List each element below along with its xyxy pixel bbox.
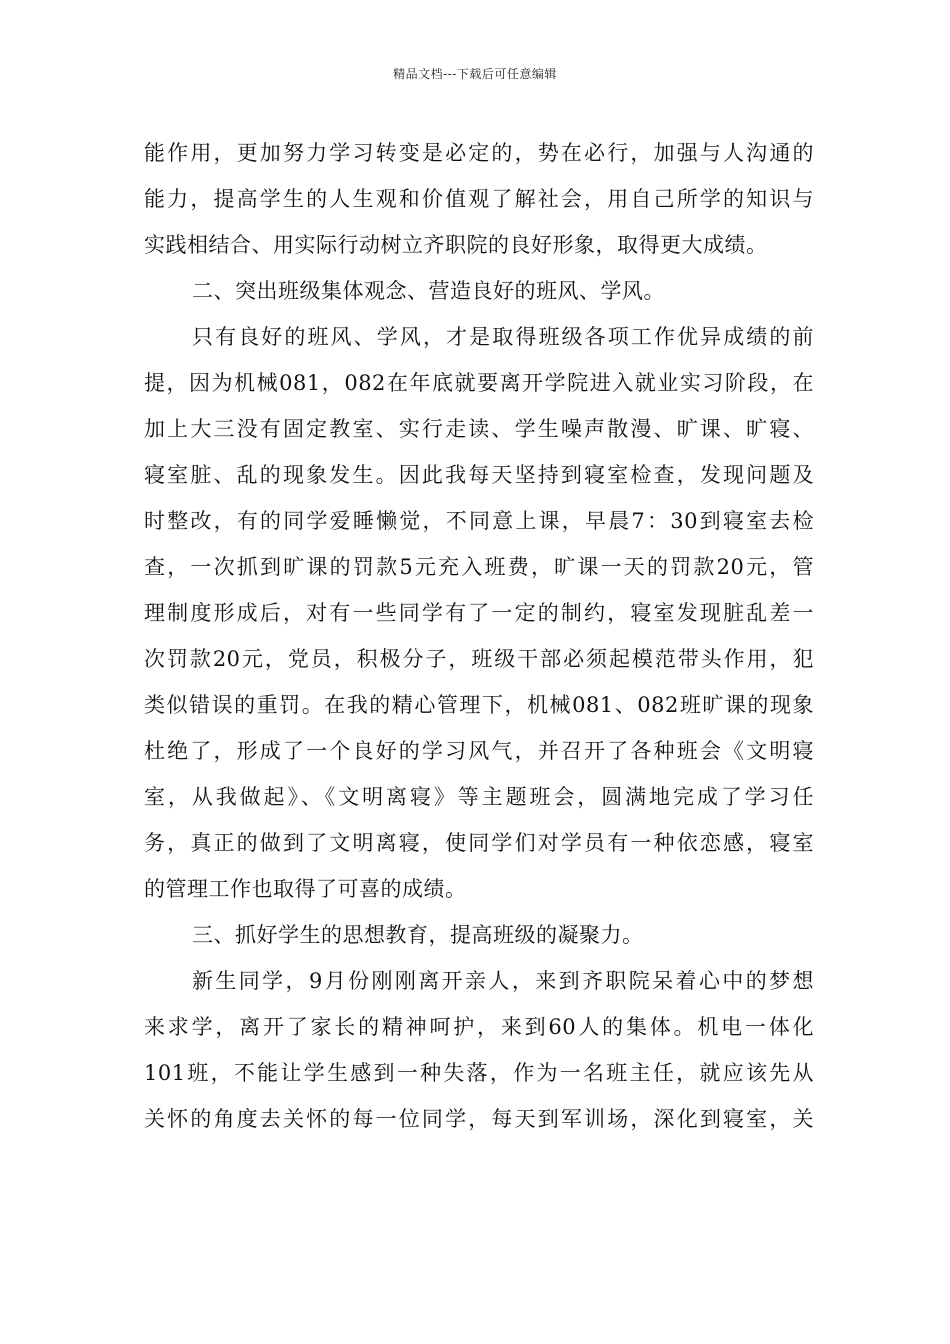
paragraph-line: 提，因为机械081，082在年底就要离开学院进入就业实习阶段，在 — [144, 371, 814, 395]
paragraph-line: 的管理工作也取得了可喜的成绩。 — [144, 877, 467, 901]
paragraph-line: 能力，提高学生的人生观和价值观了解社会，用自己所学的知识与 — [144, 187, 814, 211]
paragraph-line: 查，一次抓到旷课的罚款5元充入班费，旷课一天的罚款20元，管 — [144, 555, 814, 579]
paragraph-line: 能作用，更加努力学习转变是必定的，势在必行，加强与人沟通的 — [144, 141, 814, 165]
paragraph-line: 实践相结合、用实际行动树立齐职院的良好形象，取得更大成绩。 — [144, 233, 768, 257]
paragraph-line: 杜绝了，形成了一个良好的学习风气，并召开了各种班会《文明寝 — [144, 739, 814, 763]
document-body — [144, 130, 814, 1142]
paragraph-line: 寝室脏、乱的现象发生。因此我每天坚持到寝室检查，发现问题及 — [144, 463, 814, 487]
paragraph-line: 来求学，离开了家长的精神呵护，来到60人的集体。机电一体化 — [144, 1015, 814, 1039]
section-heading-3: 三、抓好学生的思想教育，提高班级的凝聚力。 — [192, 923, 644, 947]
paragraph-line: 室，从我做起》、《文明离寝》等主题班会，圆满地完成了学习任 — [144, 785, 814, 809]
paragraph-line: 次罚款20元，党员，积极分子，班级干部必须起模范带头作用，犯 — [144, 647, 814, 671]
paragraph-line: 只有良好的班风、学风，才是取得班级各项工作优异成绩的前 — [192, 325, 814, 349]
section-heading-2: 二、突出班级集体观念、营造良好的班风、学风。 — [192, 279, 665, 303]
paragraph-line: 新生同学，9月份刚刚离开亲人，来到齐职院呆着心中的梦想 — [192, 969, 814, 993]
paragraph-line: 类似错误的重罚。在我的精心管理下，机械081、082班旷课的现象 — [144, 693, 814, 717]
paragraph-line: 101班，不能让学生感到一种失落，作为一名班主任，就应该先从 — [144, 1061, 814, 1085]
paragraph-line: 加上大三没有固定教室、实行走读、学生噪声散漫、旷课、旷寝、 — [144, 417, 814, 441]
paragraph-line: 关怀的角度去关怀的每一位同学，每天到军训场，深化到寝室，关 — [144, 1107, 814, 1131]
paragraph-line: 时整改，有的同学爱睡懒觉，不同意上课，早晨7：30到寝室去检 — [144, 509, 814, 533]
page-header: 精品文档---下载后可任意编辑 — [393, 67, 557, 81]
paragraph-line: 理制度形成后，对有一些同学有了一定的制约，寝室发现脏乱差一 — [144, 601, 814, 625]
paragraph-line: 务，真正的做到了文明离寝，使同学们对学员有一种依恋感，寝室 — [144, 831, 814, 855]
